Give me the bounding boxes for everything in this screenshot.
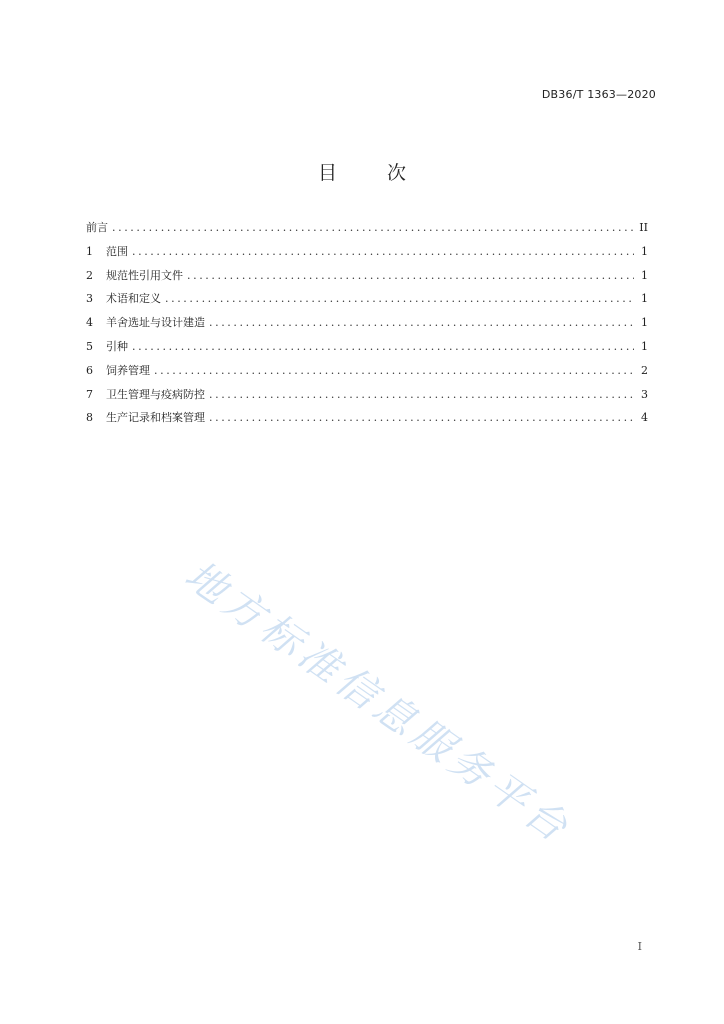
toc-entry-label: 术语和定义 [106,292,161,306]
toc-entry-7[interactable] [86,386,648,410]
toc-entry-page: 1 [641,268,648,282]
toc-entry-label: 卫生管理与疫病防控 [106,387,205,401]
toc-entry-number: 7 [86,387,93,401]
toc-leader-dots [132,245,634,258]
toc-entry-label: 范围 [106,244,128,258]
toc-entry-4[interactable] [86,314,648,338]
table-of-contents [86,219,648,433]
toc-entry-2[interactable] [86,267,648,291]
toc-entry-3[interactable] [86,290,648,314]
toc-entry-foreword[interactable] [86,219,648,243]
toc-entry-6[interactable] [86,362,648,386]
toc-entry-number: 5 [86,339,93,353]
toc-leader-dots [165,292,634,305]
toc-entry-page: 4 [641,411,648,425]
page-title: 目 次 [317,162,429,184]
toc-entry-page: 1 [641,292,648,306]
toc-entry-page: II [639,221,648,234]
toc-leader-dots [209,388,634,401]
toc-leader-dots [132,340,634,353]
toc-entry-label: 饲养管理 [106,363,150,377]
page-number: I [637,940,642,953]
toc-entry-number: 1 [86,244,93,258]
watermark-text: 地方标准信息服务平台 [176,552,580,854]
toc-entry-number: 2 [86,268,93,282]
toc-entry-page: 1 [641,244,648,258]
toc-leader-dots [154,364,634,377]
toc-entry-number: 4 [86,316,93,330]
toc-entry-8[interactable] [86,409,648,433]
standard-code: DB36/T 1363—2020 [541,88,656,101]
toc-entry-number: 3 [86,292,93,306]
toc-entry-number: 6 [86,363,93,377]
toc-leader-dots [112,221,634,234]
toc-entry-page: 1 [641,316,648,330]
toc-entry-label: 规范性引用文件 [106,268,183,282]
toc-leader-dots [187,269,634,282]
toc-leader-dots [209,411,634,424]
toc-entry-page: 1 [641,339,648,353]
toc-leader-dots [209,316,634,329]
toc-entry-5[interactable] [86,338,648,362]
toc-entry-number: 8 [86,411,93,425]
toc-entry-page: 3 [641,387,648,401]
toc-entry-1[interactable] [86,243,648,267]
toc-entry-label: 引种 [106,339,128,353]
toc-entry-page: 2 [641,363,648,377]
toc-entry-label: 羊舍选址与设计建造 [106,316,205,330]
toc-entry-label: 前言 [86,221,108,234]
toc-entry-label: 生产记录和档案管理 [106,411,205,425]
